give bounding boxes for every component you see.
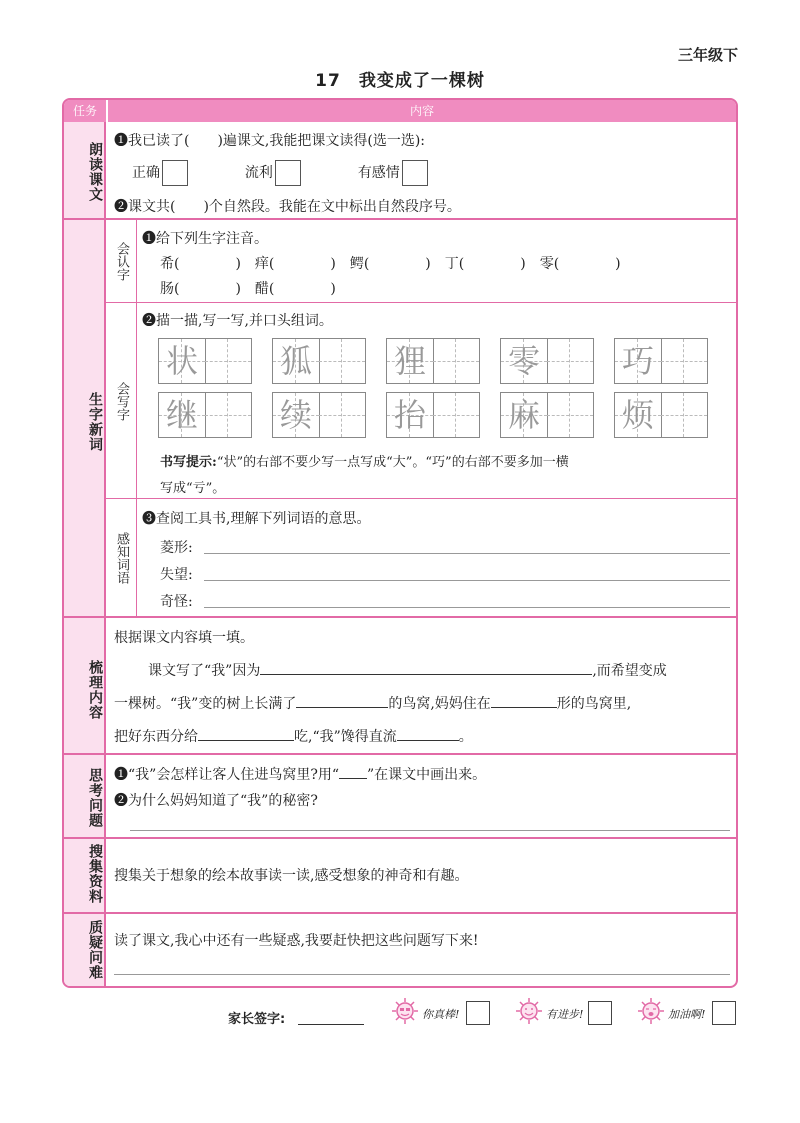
sub-label-perceive: 感知词语 [114,532,129,584]
grid-guide [433,415,479,416]
outline-text: 吃,“我”馋得直流 [294,729,397,745]
write-cell[interactable] [205,339,251,383]
grid-guide [661,361,707,362]
fill-blank[interactable] [198,726,294,741]
fill-blank[interactable] [260,660,592,675]
char-practice-grid[interactable] [500,392,594,438]
trace-character: 续 [279,396,312,434]
task-label-outline: 梳理内容 [87,660,103,720]
grid-guide [205,415,251,416]
recognize-question: ❶给下列生字注音。 [142,231,268,247]
task-label-words: 生字新词 [87,392,103,452]
write-tip-text: “状”的右部不要少写一点写成“大”。“巧”的右部不要多加一横 [216,455,569,470]
perceive-item-3: 奇怪: [160,594,193,610]
smiling-sun-icon [516,998,542,1024]
write-question: ❷描一描,写一写,并口头组词。 [142,313,333,329]
char-practice-grid[interactable] [272,338,366,384]
cheering-sun-icon [638,998,664,1024]
question-text: 读了课文,我心中还有一些疑惑,我要赶快把这些问题写下来! [114,933,479,949]
trace-character: 狸 [393,342,426,380]
rating-checkbox[interactable] [466,1001,490,1025]
trace-cell[interactable] [273,393,320,437]
write-cell[interactable] [661,393,707,437]
outline-text: 形的鸟窝里, [556,696,632,712]
sub-row-divider [106,302,736,303]
trace-character: 零 [507,342,540,380]
answer-line[interactable] [204,580,730,581]
worksheet-table [62,98,738,988]
recognize-row-1: 希( ) 痒( ) 鳄( ) 丁( ) 零( ) [160,256,621,272]
write-cell[interactable] [319,393,365,437]
trace-cell[interactable] [159,339,206,383]
trace-character: 狐 [279,342,312,380]
write-tip-line-1 [160,451,569,470]
char-practice-grid[interactable] [386,338,480,384]
outline-text: 一棵树。“我”变的树上长满了 [114,696,297,712]
think-text: ”在课文中画出来。 [366,767,487,783]
char-practice-grid[interactable] [158,338,252,384]
write-cell[interactable] [433,393,479,437]
fill-blank[interactable] [397,726,459,741]
option-checkbox[interactable] [402,160,428,186]
grid-guide [319,415,365,416]
option-label: 有感情 [357,165,400,181]
signature-line[interactable] [298,1024,364,1025]
perceive-item-1: 菱形: [160,540,193,556]
option-label: 流利 [244,165,273,181]
answer-line[interactable] [114,974,730,975]
write-cell[interactable] [661,339,707,383]
char-practice-grid[interactable] [158,392,252,438]
grid-guide [547,361,593,362]
trace-cell[interactable] [387,393,434,437]
sunglasses-sun-icon [392,998,418,1024]
perceive-item-2: 失望: [160,567,193,583]
outline-text: 课文写了“我”因为 [148,663,261,679]
grade-label: 三年级下 [677,46,738,64]
grid-guide [547,415,593,416]
row-divider [64,218,736,220]
header-content: 内容 [409,104,434,118]
trace-character: 烦 [621,396,654,434]
char-practice-grid[interactable] [272,392,366,438]
answer-line[interactable] [204,607,730,608]
fill-blank[interactable] [491,693,557,708]
outline-intro: 根据课文内容填一填。 [114,630,254,646]
write-cell[interactable] [319,339,365,383]
char-practice-grid[interactable] [386,392,480,438]
char-practice-grid[interactable] [500,338,594,384]
option-checkbox[interactable] [162,160,188,186]
option-label: 正确 [132,165,160,181]
reading-question-2: ❷课文共( )个自然段。我能在文中标出自然段序号。 [114,199,461,215]
think-question-1 [114,764,486,784]
outline-line-3 [114,726,473,746]
trace-character: 状 [165,342,198,380]
rating-label: 你真棒! [422,1008,460,1021]
rating-label: 加油啊! [668,1008,706,1021]
write-cell[interactable] [433,339,479,383]
trace-cell[interactable] [273,339,320,383]
trace-cell[interactable] [387,339,434,383]
outline-text: 。 [458,729,473,745]
recognize-row-2: 肠( ) 醋( ) [160,281,336,297]
reading-question-1: ❶我已读了( )遍课文,我能把课文读得(选一选): [114,133,426,149]
line-symbol [339,764,367,779]
outline-text: 把好东西分给 [114,729,198,745]
task-label-collect: 搜集资料 [87,844,103,904]
rating-label: 有进步! [546,1008,584,1021]
page-title: 17 我变成了一棵树 [315,71,485,91]
trace-character: 麻 [507,396,540,434]
sub-label-recognize: 会认字 [114,241,129,281]
think-text: ❶“我”会怎样让客人住进鸟窝里?用“ [114,767,339,783]
sub-row-divider [106,498,736,499]
row-divider [64,912,736,914]
grid-guide [433,361,479,362]
write-cell[interactable] [547,339,593,383]
fill-blank[interactable] [296,693,388,708]
row-divider [64,616,736,618]
trace-cell[interactable] [501,339,548,383]
task-label-think: 思考问题 [87,768,103,828]
header-divider [106,100,108,122]
trace-character: 抬 [393,396,426,434]
outline-line-2 [114,693,631,713]
header-task: 任务 [72,104,97,118]
trace-character: 继 [165,396,198,434]
grid-guide [205,361,251,362]
answer-line[interactable] [130,830,730,831]
write-tip-label: 书写提示: [160,455,217,470]
write-cell[interactable] [547,393,593,437]
sub-label-write: 会写字 [114,381,129,421]
row-divider [64,753,736,755]
trace-cell[interactable] [501,393,548,437]
row-divider [64,837,736,839]
answer-line[interactable] [204,553,730,554]
sub-column-divider [136,220,137,616]
outline-text: ,而希望变成 [592,663,667,679]
trace-character: 巧 [621,342,654,380]
signature-label: 家长签字: [228,1012,286,1027]
grid-guide [319,361,365,362]
grid-guide [661,415,707,416]
reading-options [132,160,428,186]
rating-checkbox[interactable] [588,1001,612,1025]
char-practice-grid[interactable] [614,392,708,438]
write-cell[interactable] [205,393,251,437]
collect-text: 搜集关于想象的绘本故事读一读,感受想象的神奇和有趣。 [114,868,469,884]
rating-checkbox[interactable] [712,1001,736,1025]
option-checkbox[interactable] [275,160,301,186]
outline-line-1 [148,660,667,680]
trace-cell[interactable] [615,339,662,383]
task-label-reading: 朗读课文 [87,142,103,202]
task-label-question: 质疑问难 [87,920,103,980]
think-question-2: ❷为什么妈妈知道了“我”的秘密? [114,793,318,809]
char-practice-grid[interactable] [614,338,708,384]
outline-text: 的鸟窝,妈妈住在 [388,696,491,712]
write-tip-line-2: 写成“亏”。 [160,481,226,496]
trace-cell[interactable] [615,393,662,437]
perceive-question: ❸查阅工具书,理解下列词语的意思。 [142,511,371,527]
trace-cell[interactable] [159,393,206,437]
